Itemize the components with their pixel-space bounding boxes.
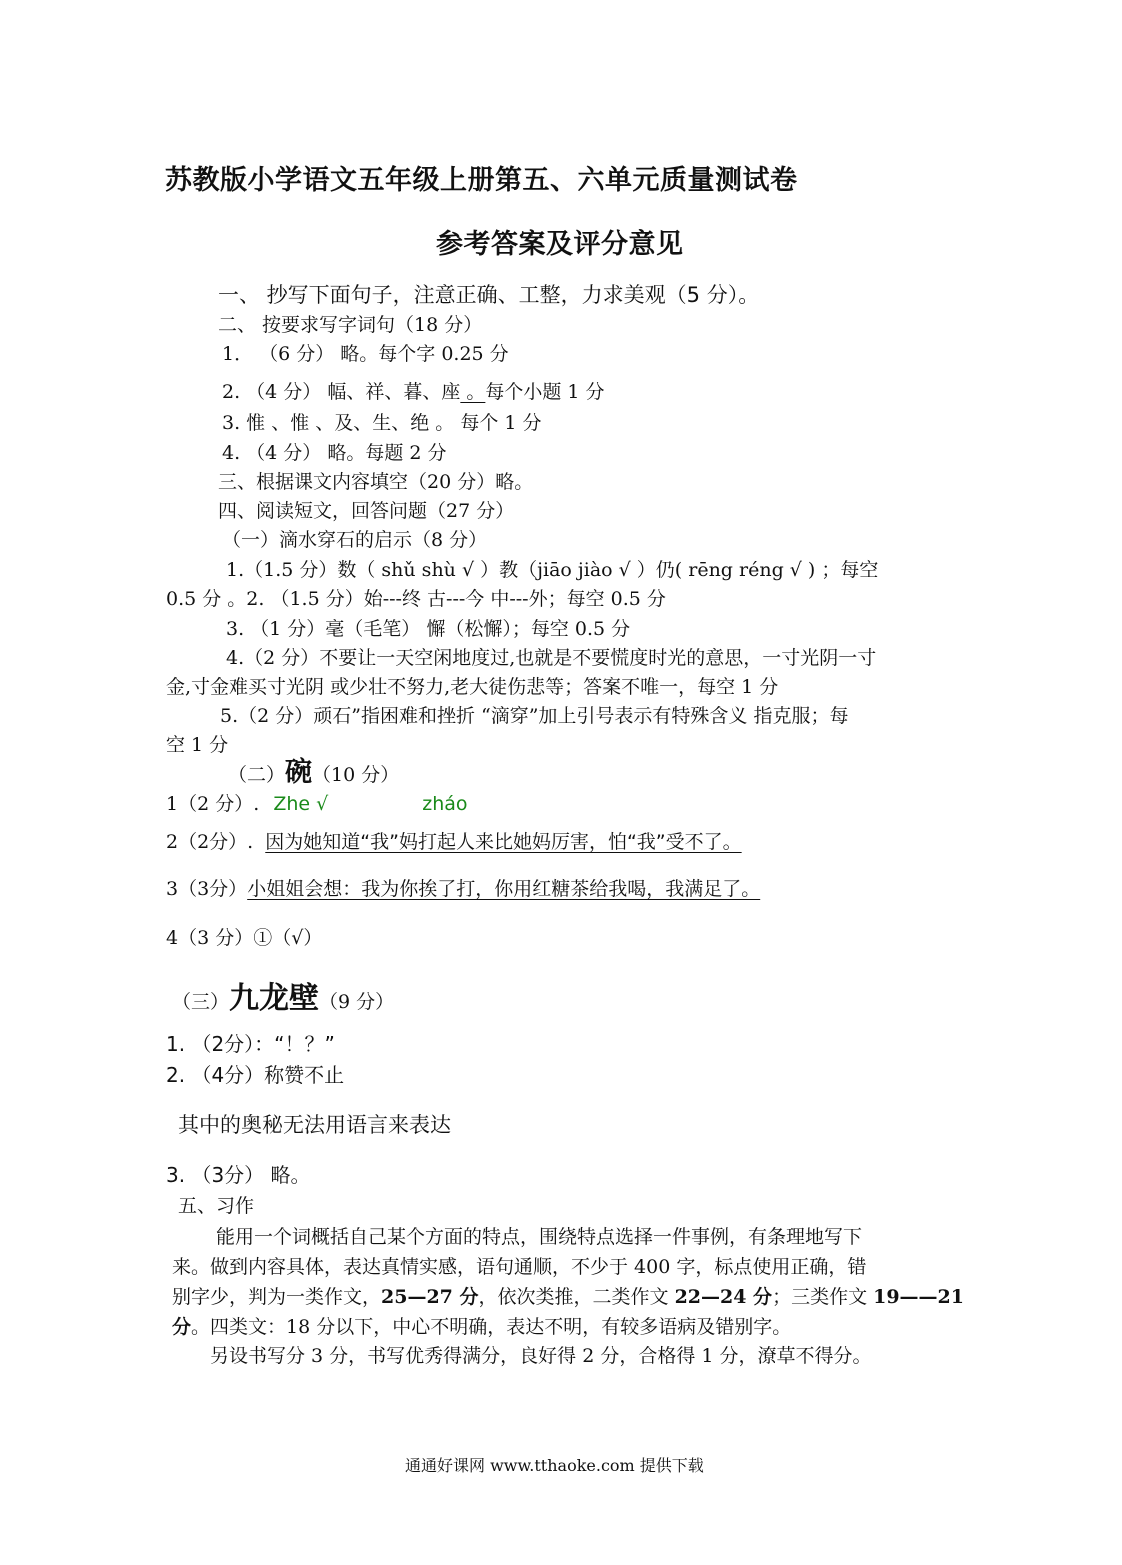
essay-grade-2-score: 22—24 分: [674, 1286, 773, 1308]
section-2-q2: [222, 379, 605, 405]
section-1-heading: 一、 抄写下面句子，注意正确、工整，力求美观（5 分）。: [218, 283, 760, 307]
passage-2-title: [228, 756, 399, 792]
passage-2-q1-option-1: Zhe √: [273, 793, 329, 815]
essay-line-3-part2: ，依次类推，二类作文: [478, 1286, 675, 1308]
passage-2-q1-label: 1（2 分）.: [166, 793, 260, 815]
section-2-q2-answer: 2. （4 分） 幅、祥、暮、座: [222, 381, 461, 403]
document-title: 苏教版小学语文五年级上册第五、六单元质量测试卷: [165, 165, 798, 196]
essay-line-4-text: 。四类文：18 分以下，中心不明确，表达不明，有较多语病及错别字。: [191, 1316, 792, 1338]
passage-1-q3: 3. （1 分）毫（毛笔） 懈（松懈）；每空 0.5 分: [226, 618, 631, 640]
passage-2-q2: [166, 829, 742, 855]
passage-1-q5-line1: 5.（2 分）顽石”指困难和挫折 “滴穿”加上引号表示有特殊含义 指克服；每: [220, 705, 849, 727]
section-3-heading: 三、根据课文内容填空（20 分）略。: [218, 471, 534, 493]
passage-2-q3: [166, 876, 760, 902]
passage-3-prefix: （三）: [172, 991, 230, 1013]
passage-2-q1: [166, 791, 468, 817]
essay-line-5: 另设书写分 3 分，书写优秀得满分，良好得 2 分，合格得 1 分，潦草不得分。: [210, 1345, 872, 1367]
passage-2-score: （10 分）: [312, 764, 400, 786]
passage-3-score: （9 分）: [319, 991, 395, 1013]
passage-1-q4-line2: 金,寸金难买寸光阴 或少壮不努力,老大徒伤悲等；答案不唯一，每空 1 分: [166, 676, 779, 698]
section-4-heading: 四、阅读短文，回答问题（27 分）: [218, 500, 515, 522]
passage-2-q3-label: 3（3分）: [166, 878, 248, 900]
essay-line-3-part1: 别字少，判为一类作文，: [172, 1286, 382, 1308]
passage-2-q3-answer: 小姐姐会想：我为你挨了打，你用红糖茶给我喝，我满足了。: [247, 878, 761, 900]
essay-line-2: 来。做到内容具体，表达真情实感，语句通顺，不少于 400 字，标点使用正确，错: [172, 1256, 867, 1278]
passage-3-name: 九龙壁: [229, 981, 320, 1016]
essay-grade-1-score: 25—27 分: [381, 1286, 479, 1308]
section-2-q2-score: 每个小题 1 分: [485, 381, 605, 403]
essay-line-3: [172, 1284, 964, 1310]
page-footer: 通通好课网 www.tthaoke.com 提供下载: [405, 1456, 704, 1475]
passage-1-q1-line1: 1.（1.5 分）数（ shǔ shù √ ）教（jiāo jiào √ ）仍( rēng réng √ ) ；每空: [226, 559, 879, 581]
passage-3-title: [172, 980, 394, 1021]
passage-1-q1-line2: 0.5 分 。2. （1.5 分）始---终 古---今 中---外；每空 0.5 分: [166, 588, 666, 610]
section-2-q1: 1． （6 分） 略。每个字 0.25 分: [222, 343, 509, 365]
passage-2-q4: 4（3 分）①（√）: [166, 927, 323, 949]
passage-2-prefix: （二）: [228, 764, 286, 786]
passage-1-q4-line1: 4.（2 分）不要让一天空闲地度过,也就是不要慌度时光的意思，一寸光阴一寸: [226, 647, 877, 669]
passage-2-q2-answer: 因为她知道“我”妈打起人来比她妈厉害，怕“我”受不了。: [265, 831, 742, 853]
passage-3-q1: 1. （2分）：“！？”: [166, 1032, 335, 1056]
essay-line-1: 能用一个词概括自己某个方面的特点，围绕特点选择一件事例，有条理地写下: [216, 1226, 863, 1248]
essay-grade-3-score: 19——21: [873, 1286, 964, 1308]
section-5-heading: 五、习作: [178, 1195, 255, 1217]
essay-line-4-unit: 分: [172, 1316, 192, 1338]
section-2-q4: 4. （4 分） 略。每题 2 分: [222, 442, 447, 464]
passage-3-q3: 3. （3分） 略。: [166, 1163, 311, 1187]
passage-3-q2: 2. （4分）称赞不止: [166, 1063, 345, 1087]
section-2-q2-blank: 。: [460, 381, 486, 403]
passage-1-q5-line2: 空 1 分: [166, 734, 229, 756]
section-2-q3: 3. 惟 、惟 、及、生、绝 。 每个 1 分: [222, 412, 542, 434]
passage-1-title: （一）滴水穿石的启示（8 分）: [222, 529, 488, 551]
passage-2-q1-option-2: zháo: [422, 793, 468, 815]
essay-line-4: [172, 1314, 791, 1340]
passage-3-q2-answer: 其中的奥秘无法用语言来表达: [178, 1113, 451, 1137]
passage-2-q2-label: 2（2分）.: [166, 831, 254, 853]
passage-2-name: 碗: [285, 757, 313, 788]
document-subtitle: 参考答案及评分意见: [436, 229, 684, 260]
essay-line-3-part3: ；三类作文: [772, 1286, 874, 1308]
section-2-heading: 二、 按要求写字词句（18 分）: [218, 314, 483, 336]
